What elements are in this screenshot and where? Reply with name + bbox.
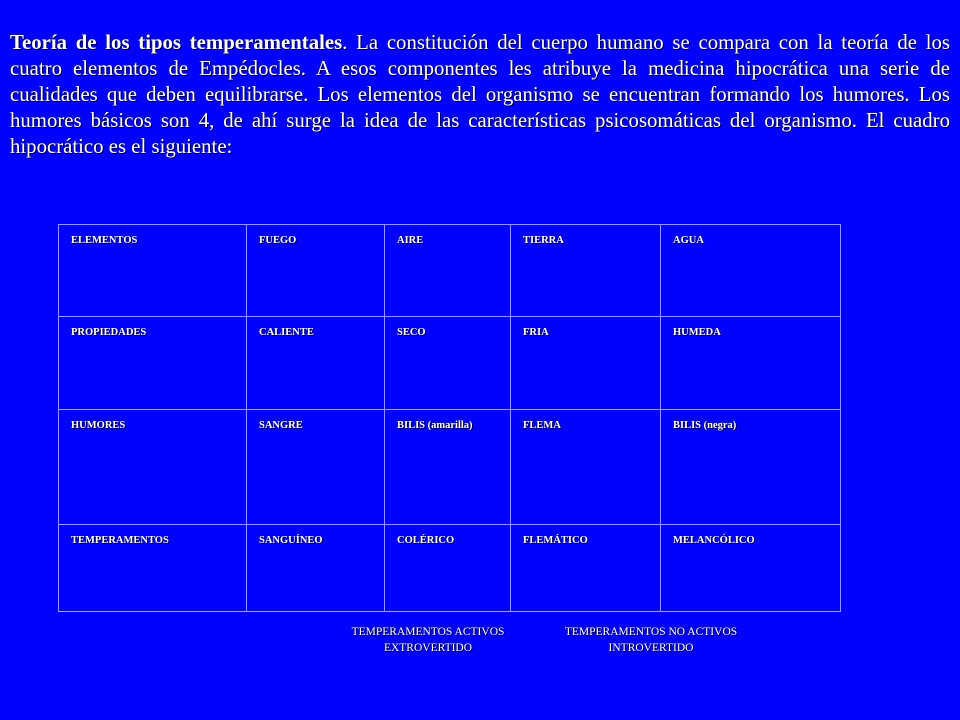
table-cell: AIRE (385, 225, 511, 317)
footnote-passive-line1: TEMPERAMENTOS NO ACTIVOS (564, 626, 738, 638)
table-cell: AGUA (661, 225, 841, 317)
footnote-active-temperaments (338, 624, 518, 656)
table-cell: COLÉRICO (385, 525, 511, 612)
table-cell: FLEMÁTICO (511, 525, 661, 612)
table-cell: BILIS (amarilla) (385, 410, 511, 525)
table-cell: FRIA (511, 317, 661, 410)
table-row-temperamentos (59, 525, 841, 612)
row-header-cell: PROPIEDADES (59, 317, 247, 410)
table-cell: FLEMA (511, 410, 661, 525)
row-header-cell: HUMORES (59, 410, 247, 525)
footnote-active-line1: TEMPERAMENTOS ACTIVOS (351, 626, 505, 638)
table-cell: SECO (385, 317, 511, 410)
table-row-humores (59, 410, 841, 525)
footnote-passive-temperaments (548, 624, 754, 656)
table-cell: HUMEDA (661, 317, 841, 410)
table-cell: FUEGO (247, 225, 385, 317)
table-row-elementos (59, 225, 841, 317)
table-cell: SANGUÍNEO (247, 525, 385, 612)
footnote-passive-line2: INTROVERTIDO (608, 642, 694, 654)
intro-body: . La constitución del cuerpo humano se compara con la teoría de los cuatro elementos de Empédocles. A esos componentes les atribuye la medicina hipocrática una serie de cualidades que deben equilibrarse. Los elementos del organismo se encuentran formando los humores. Los humores básicos son 4, de ahí surge la idea de las características psicosomáticas del organismo. El cuadro hipocrático es el siguiente: (10, 31, 950, 158)
table-cell: BILIS (negra) (661, 410, 841, 525)
intro-lead: Teoría de los tipos temperamentales (10, 31, 343, 54)
row-header-cell: ELEMENTOS (59, 225, 247, 317)
table-cell: MELANCÓLICO (661, 525, 841, 612)
hippocratic-table (58, 224, 841, 612)
intro-paragraph (10, 30, 950, 160)
footnote-active-line2: EXTROVERTIDO (383, 642, 473, 654)
row-header-cell: TEMPERAMENTOS (59, 525, 247, 612)
table-cell: CALIENTE (247, 317, 385, 410)
table-cell: TIERRA (511, 225, 661, 317)
table-cell: SANGRE (247, 410, 385, 525)
table-row-propiedades (59, 317, 841, 410)
